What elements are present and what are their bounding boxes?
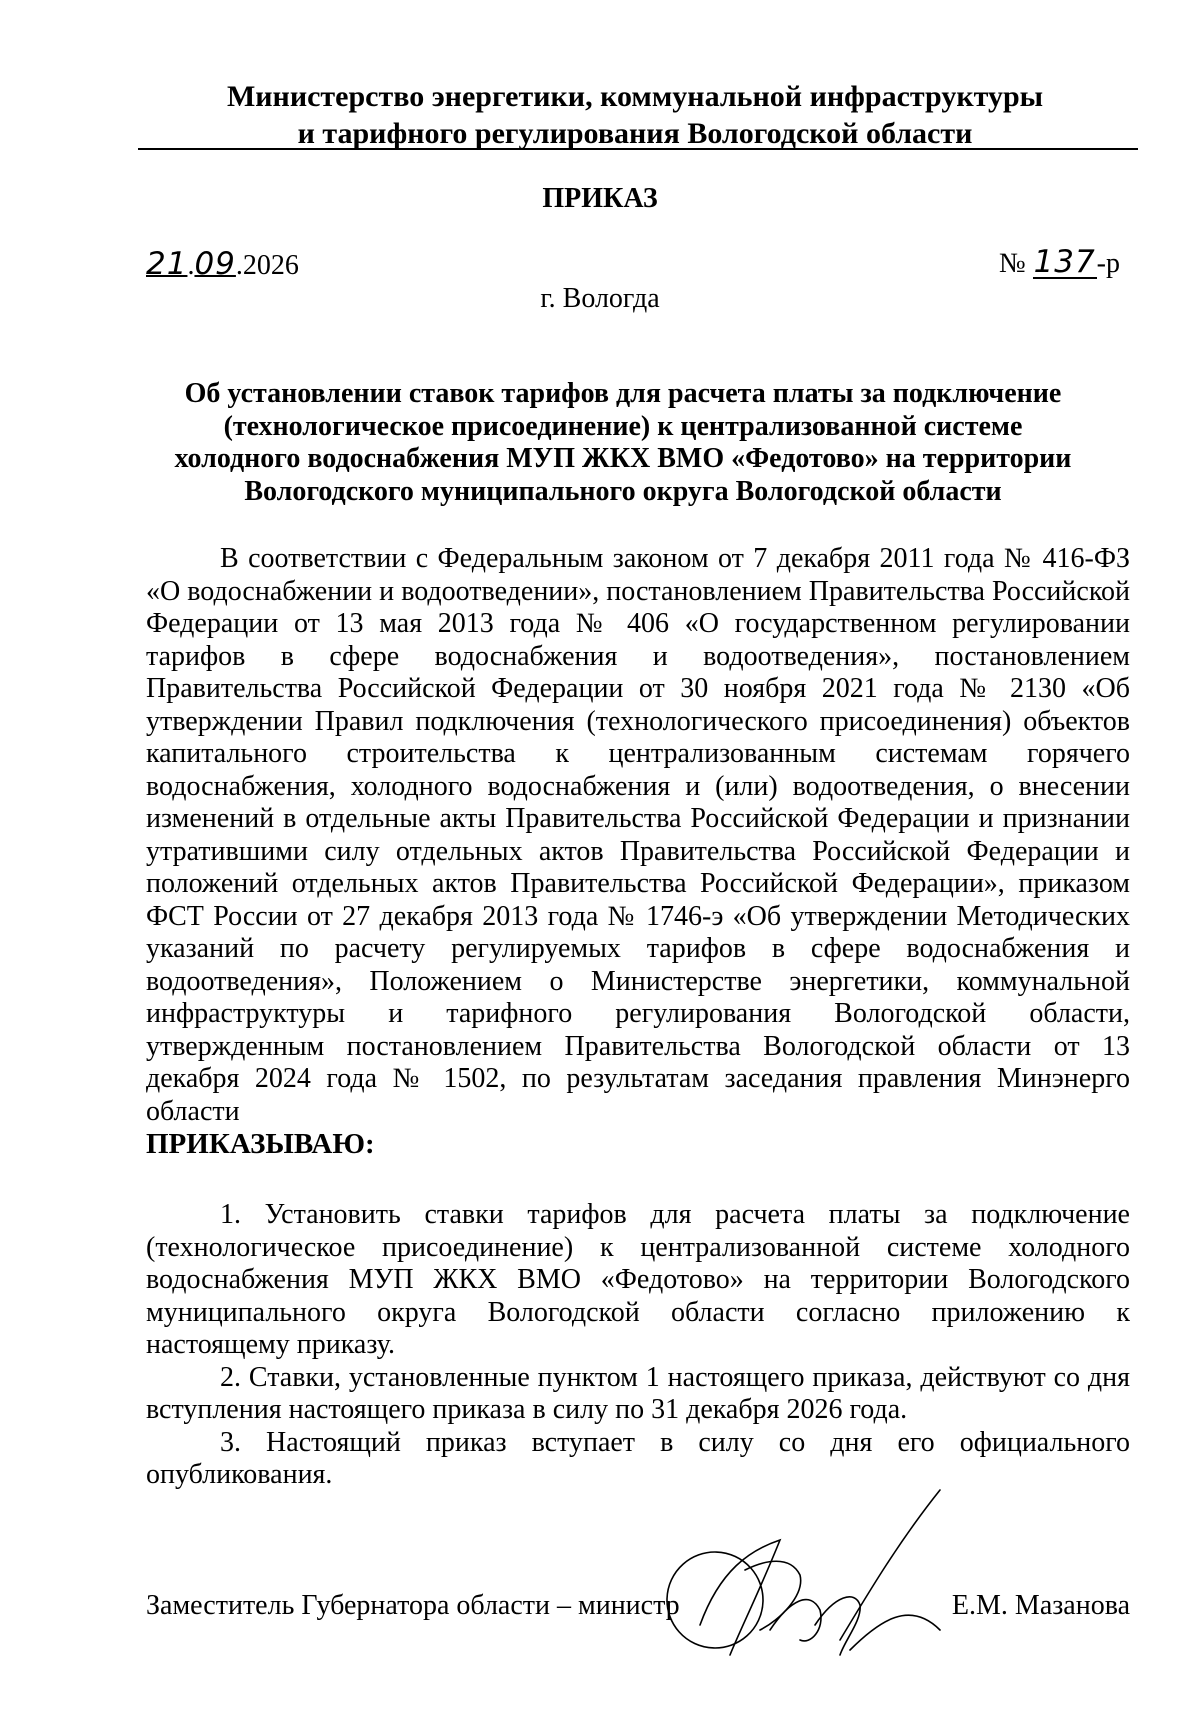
subject-line-4: Вологодского муниципального округа Вологодской области [244,475,1002,507]
date-separator: . [187,250,195,281]
order-item-2: 2. Ставки, установленные пунктом 1 настоящего приказа, действуют со дня вступления настоящего приказа в силу по 31 декабря 2026 года. [146,1361,1130,1425]
ministry-line-1: Министерство энергетики, коммунальной инфраструктуры [226,80,1044,113]
subject-line-1: Об установлении ставок тарифов для расчета платы за подключение [184,378,1062,409]
ministry-line-2: и тарифного регулирования Вологодской области [297,117,973,150]
document-city: г. Вологда [540,283,660,314]
order-item-3: 3. Настоящий приказ вступает в силу со дня его официального опубликования. [146,1426,1130,1490]
order-word: ПРИКАЗЫВАЮ: [146,1128,375,1160]
signatory-name: Е.М. Мазанова [951,1590,1130,1621]
subject-line-3: холодного водоснабжения МУП ЖКХ ВМО «Федотово» на территории [174,443,1072,474]
date-year: .2026 [235,250,299,281]
header-rule [138,148,1138,150]
ministry-header [130,78,1140,152]
subject-line-2: (технологическое присоединение) к централизованной системе [223,410,1023,442]
number-handwritten: 137 [1033,244,1096,280]
number-prefix: № [998,248,1026,279]
date-day-handwritten: 21 [146,246,188,282]
date-month-handwritten: 09 [194,246,236,282]
document-subject [150,378,1096,508]
signatory-position: Заместитель Губернатора области – министр [146,1590,680,1621]
preamble-paragraph: В соответствии с Федеральным законом от 7 декабря 2011 года № 416-ФЗ «О водоснабжении и водоотведении», постановлением Правительства Российской Федерации от 13 мая 2013 года № 406 «О государственном регулировании тарифов в сфере водоснабжения и водоотведения», постановлением Правительства Российской Федерации от 30 ноября 2021 года № 2130 «Об утверждении Правил подключения (технологического присоединения) объектов капитального строительства к централизованным системам горячего водоснабжения, холодного водоснабжения и (или) водоотведения, о внесении изменений в отдельные акты Правительства Российской Федерации и признании утратившими силу отдельных актов Правительства Российской Федерации и положений отдельных актов Правительства Российской Федерации», приказом ФСТ России от 27 декабря 2013 года № 1746-э «Об утверждении Методических указаний по расчету регулируемых тарифов в сфере водоснабжения и водоотведения», Положением о Министерстве энергетики, коммунальной инфраструктуры и тарифного регулирования Вологодской области, утвержденным постановлением Правительства Вологодской области от 13 декабря 2024 года № 1502, по результатам заседания правления Минэнерго области [146,543,1130,1127]
document-number [998,244,1120,280]
preamble-section [146,543,1130,1128]
handwritten-signature [640,1480,970,1680]
document-title: ПРИКАЗ [542,183,658,214]
order-item-1: 1. Установить ставки тарифов для расчета платы за подключение (технологическое присоединение) к централизованной системе холодного водоснабжения МУП ЖКХ ВМО «Федотово» на территории Вологодского муниципального округа Вологодской области согласно приложению к настоящему приказу. [146,1199,1130,1360]
number-suffix: -р [1096,248,1120,279]
document-date [146,246,299,282]
order-items [146,1199,1130,1492]
